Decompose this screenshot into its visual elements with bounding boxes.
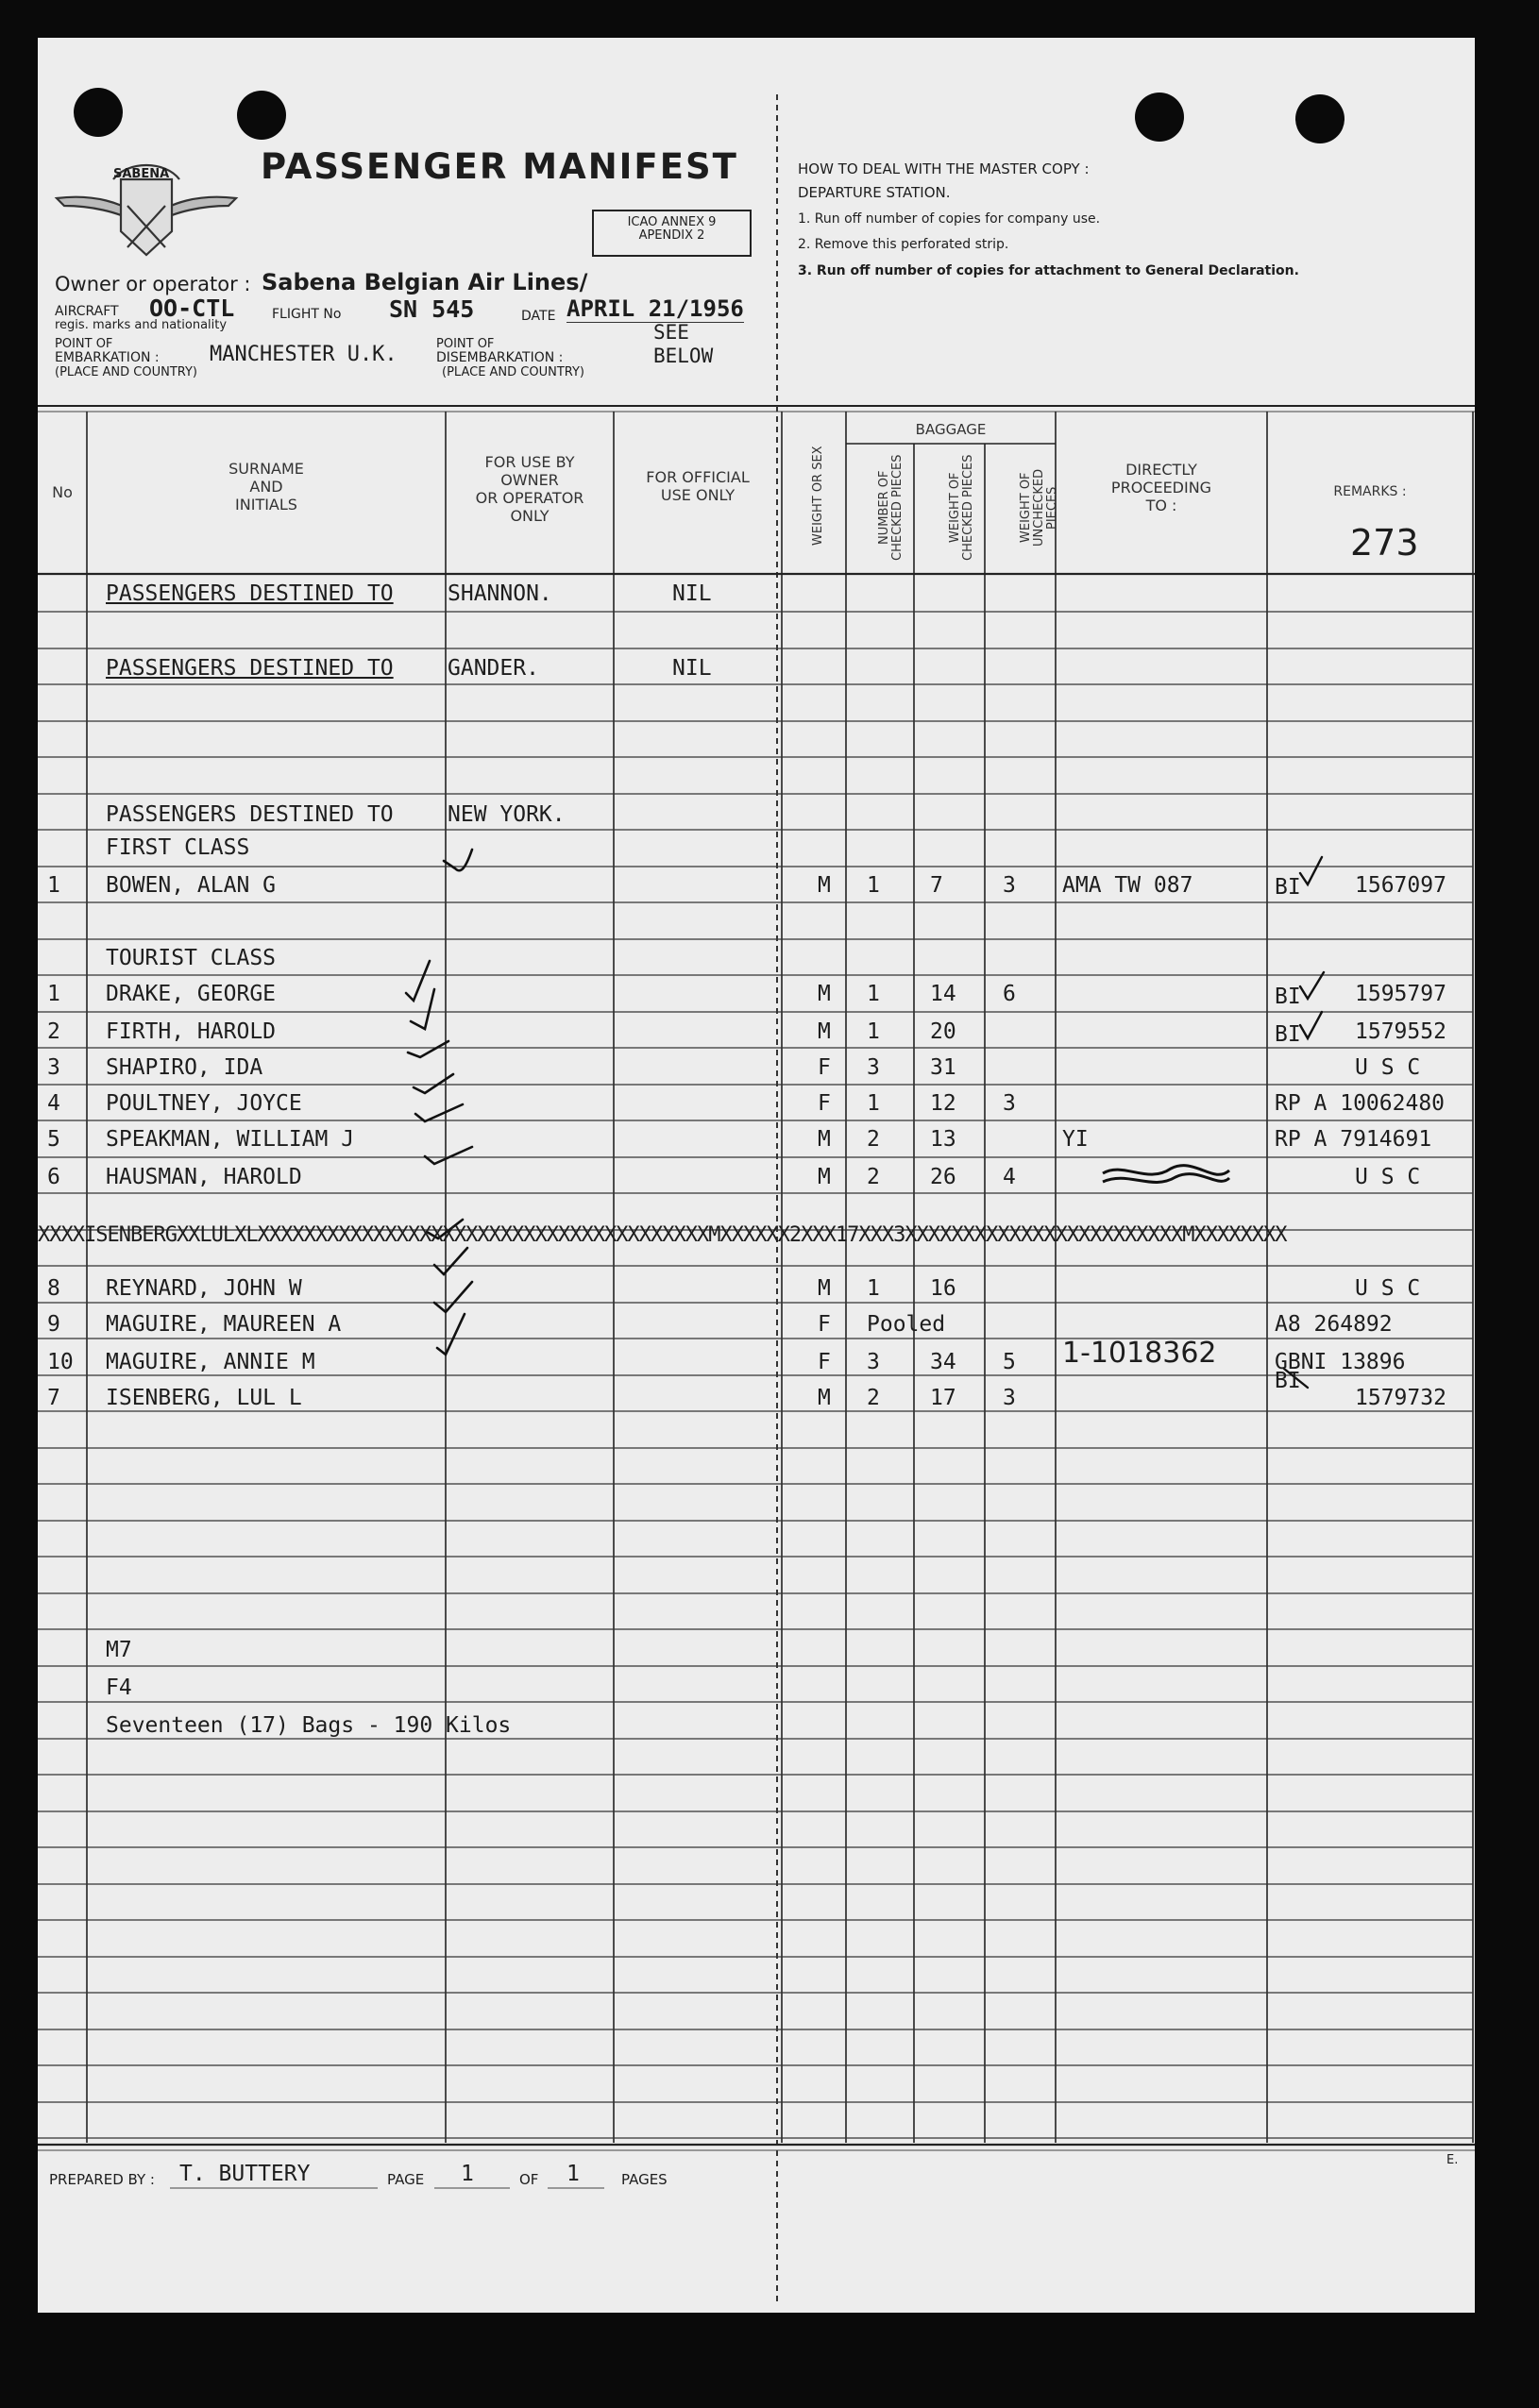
pax-sex: M bbox=[818, 1386, 831, 1410]
section-shannon-official: NIL bbox=[672, 581, 712, 606]
col-weight-sex: WEIGHT OR SEX bbox=[811, 446, 825, 546]
pax-num-checked: 1 bbox=[867, 1091, 880, 1116]
pax-sex: M bbox=[818, 873, 831, 898]
pax-wt-unchecked: 6 bbox=[1003, 982, 1016, 1006]
embark-value: MANCHESTER U.K. bbox=[210, 343, 397, 366]
summary-line-3: Seventeen (17) Bags - 190 Kilos bbox=[106, 1713, 512, 1738]
pax-name: REYNARD, JOHN W bbox=[106, 1276, 302, 1301]
pages-label: PAGES bbox=[621, 2171, 668, 2188]
pax-sex: F bbox=[818, 1350, 831, 1374]
pax-name: BOWEN, ALAN G bbox=[106, 873, 277, 898]
remark-prefix-isenberg: BI bbox=[1275, 1369, 1301, 1393]
pax-wt-unchecked: 5 bbox=[1003, 1350, 1016, 1374]
pax-num-checked: 2 bbox=[867, 1386, 880, 1410]
of-value: 1 bbox=[567, 2162, 580, 2186]
col-surname-2: AND bbox=[249, 478, 283, 496]
owner-value: Sabena Belgian Air Lines/ bbox=[262, 269, 588, 295]
pax-num-checked: 2 bbox=[867, 1165, 880, 1189]
col-owner-4: ONLY bbox=[510, 507, 550, 525]
section-shannon-place: SHANNON. bbox=[448, 581, 552, 606]
prepared-value: T. BUTTERY bbox=[179, 2162, 311, 2186]
prepared-label: PREPARED BY : bbox=[49, 2171, 155, 2188]
pax-proceeding: 1-1018362 bbox=[1062, 1337, 1217, 1370]
col-proceeding bbox=[1056, 461, 1267, 514]
page-value: 1 bbox=[461, 2162, 474, 2186]
pax-no: 1 bbox=[47, 982, 60, 1006]
col-owner bbox=[446, 453, 614, 525]
pax-sex: F bbox=[818, 1091, 831, 1116]
instructions-step-3: 3. Run off number of copies for attachment to General Declaration. bbox=[798, 263, 1299, 278]
pax-name: ISENBERG, LUL L bbox=[106, 1386, 302, 1410]
pax-no: 6 bbox=[47, 1165, 60, 1189]
form-title: PASSENGER MANIFEST bbox=[261, 146, 738, 187]
pax-remarks: U S C bbox=[1355, 1055, 1421, 1080]
remarks-number: 273 bbox=[1350, 522, 1419, 564]
embark-label-2: EMBARKATION : bbox=[55, 350, 160, 365]
remark-check-marks bbox=[1284, 857, 1324, 1388]
pax-remarks: RP A 10062480 bbox=[1275, 1091, 1446, 1116]
col-surname-3: INITIALS bbox=[235, 496, 297, 514]
col-no: No bbox=[52, 483, 73, 501]
pax-sex: M bbox=[818, 1165, 831, 1189]
regis-label: regis. marks and nationality bbox=[55, 318, 228, 332]
col-num-checked: NUMBER OF CHECKED PIECES bbox=[877, 454, 905, 562]
pax-no: 3 bbox=[47, 1055, 60, 1080]
pax-name: MAGUIRE, MAUREEN A bbox=[106, 1312, 342, 1337]
col-owner-3: OR OPERATOR bbox=[475, 489, 584, 507]
pax-no: 7 bbox=[47, 1386, 60, 1410]
pax-remarks: U S C bbox=[1355, 1165, 1421, 1189]
disembark-label-1: POINT OF bbox=[436, 337, 495, 351]
pax-wt-checked: 14 bbox=[930, 982, 956, 1006]
logo-text: SABENA bbox=[113, 167, 170, 181]
aircraft-label: AIRCRAFT bbox=[55, 304, 119, 319]
section-gander-place: GANDER. bbox=[448, 656, 539, 681]
pax-sex: M bbox=[818, 1276, 831, 1301]
flight-value: SN 545 bbox=[389, 295, 475, 323]
remark-prefix-bowen: BI bbox=[1275, 875, 1301, 900]
section-newyork-label: PASSENGERS DESTINED TO bbox=[106, 802, 394, 827]
pax-wt-checked: 20 bbox=[930, 1019, 956, 1044]
pax-remarks: 1579552 bbox=[1355, 1019, 1446, 1044]
tourist-class-label: TOURIST CLASS bbox=[106, 946, 277, 970]
pax-num-checked: 2 bbox=[867, 1127, 880, 1152]
instructions-station: DEPARTURE STATION. bbox=[798, 184, 951, 201]
icao-line2: APENDIX 2 bbox=[638, 228, 705, 243]
pax-no: 2 bbox=[47, 1019, 60, 1044]
embark-sub: (PLACE AND COUNTRY) bbox=[55, 365, 198, 379]
pax-num-checked: 1 bbox=[867, 1276, 880, 1301]
col-remarks: REMARKS : bbox=[1333, 484, 1407, 499]
pax-num-checked: 3 bbox=[867, 1350, 880, 1374]
col-wt-checked: WEIGHT OF CHECKED PIECES bbox=[948, 454, 975, 562]
summary-line-2: F4 bbox=[106, 1675, 132, 1700]
summary-line-1: M7 bbox=[106, 1638, 132, 1662]
instructions-step-2: 2. Remove this perforated strip. bbox=[798, 237, 1009, 252]
of-label: OF bbox=[519, 2171, 539, 2188]
pax-name: HAUSMAN, HAROLD bbox=[106, 1165, 302, 1189]
pax-num-checked: 1 bbox=[867, 1019, 880, 1044]
pax-wt-unchecked: 3 bbox=[1003, 873, 1016, 898]
pax-sex: F bbox=[818, 1312, 831, 1337]
corner-mark: E. bbox=[1446, 2153, 1459, 2167]
pax-wt-checked: 26 bbox=[930, 1165, 956, 1189]
pax-remarks: 1579732 bbox=[1355, 1386, 1446, 1410]
date-label: DATE bbox=[521, 309, 556, 324]
col-official-2: USE ONLY bbox=[660, 486, 736, 504]
pax-no: 8 bbox=[47, 1276, 60, 1301]
section-newyork-place: NEW YORK. bbox=[448, 802, 566, 827]
pax-num-checked: 1 bbox=[867, 873, 880, 898]
pax-proceeding: AMA TW 087 bbox=[1062, 873, 1193, 898]
pax-name: DRAKE, GEORGE bbox=[106, 982, 277, 1006]
pax-name: MAGUIRE, ANNIE M bbox=[106, 1350, 315, 1374]
col-wt-unchecked: WEIGHT OF UNCHECKED PIECES bbox=[1019, 468, 1059, 547]
pax-remarks: GBNI 13896 bbox=[1275, 1350, 1406, 1374]
pax-wt-checked: 7 bbox=[930, 873, 943, 898]
col-baggage: BAGGAGE bbox=[915, 421, 987, 438]
pax-no: 10 bbox=[47, 1350, 74, 1374]
pax-remarks: 1595797 bbox=[1355, 982, 1446, 1006]
col-proceeding-2: PROCEEDING bbox=[1110, 479, 1212, 497]
pax-sex: M bbox=[818, 982, 831, 1006]
pax-no: 9 bbox=[47, 1312, 60, 1337]
pax-sex: M bbox=[818, 1127, 831, 1152]
pax-sex: M bbox=[818, 1019, 831, 1044]
pax-no: 5 bbox=[47, 1127, 60, 1152]
pax-remarks: A8 264892 bbox=[1275, 1312, 1393, 1337]
instructions-heading: HOW TO DEAL WITH THE MASTER COPY : bbox=[798, 160, 1090, 177]
flight-label: FLIGHT No bbox=[272, 307, 342, 322]
pax-wt-checked: 34 bbox=[930, 1350, 956, 1374]
first-class-label: FIRST CLASS bbox=[106, 835, 250, 860]
pax-wt-checked: 17 bbox=[930, 1386, 956, 1410]
disembark-sub: (PLACE AND COUNTRY) bbox=[442, 365, 585, 379]
section-gander-label: PASSENGERS DESTINED TO bbox=[106, 656, 394, 681]
col-surname-1: SURNAME bbox=[228, 460, 304, 478]
pax-no: 4 bbox=[47, 1091, 60, 1116]
pax-wt-unchecked: 3 bbox=[1003, 1091, 1016, 1116]
remark-prefix-drake: BI bbox=[1275, 985, 1301, 1009]
col-proceeding-3: TO : bbox=[1145, 497, 1177, 514]
disembark-label-2: DISEMBARKATION : bbox=[436, 350, 564, 365]
pax-name: SHAPIRO, IDA bbox=[106, 1055, 263, 1080]
section-shannon-label: PASSENGERS DESTINED TO bbox=[106, 581, 394, 606]
pax-num-checked: 3 bbox=[867, 1055, 880, 1080]
page-label: PAGE bbox=[387, 2171, 425, 2188]
scribble-mark bbox=[1103, 1166, 1229, 1183]
pax-name: SPEAKMAN, WILLIAM J bbox=[106, 1127, 355, 1152]
handwritten-check-marks bbox=[406, 850, 472, 1355]
col-owner-1: FOR USE BY bbox=[484, 453, 575, 471]
section-gander-official: NIL bbox=[672, 656, 712, 681]
pax-proceeding: YI bbox=[1062, 1127, 1089, 1152]
col-proceeding-1: DIRECTLY bbox=[1125, 461, 1197, 479]
pax-no: 1 bbox=[47, 873, 60, 898]
pax-name: FIRTH, HAROLD bbox=[106, 1019, 277, 1044]
pax-remarks: 1567097 bbox=[1355, 873, 1446, 898]
instructions-step-1: 1. Run off number of copies for company use. bbox=[798, 211, 1101, 227]
manifest-sheet bbox=[38, 38, 1475, 2313]
icao-box bbox=[592, 210, 752, 257]
icao-line1: ICAO ANNEX 9 bbox=[627, 215, 717, 229]
col-surname bbox=[87, 460, 446, 514]
pax-wt-checked: 13 bbox=[930, 1127, 956, 1152]
pax-name: POULTNEY, JOYCE bbox=[106, 1091, 302, 1116]
disembark-value-2: BELOW bbox=[653, 345, 714, 367]
col-official bbox=[614, 468, 782, 504]
pax-wt-checked: 12 bbox=[930, 1091, 956, 1116]
aircraft-value: OO-CTL bbox=[149, 295, 235, 322]
pax-num-checked: Pooled bbox=[867, 1312, 946, 1337]
struck-row: XXXXISENBERGXXLULXLXXXXXXXXXXXXXXXXXXXXXXXXXXXXXXXXXXXXXXXMXXXXXX2XXX17XXX3XXXXXXXXXXXXXXXXXXXXXXXXMXXXXXXXX bbox=[38, 1223, 1287, 1247]
pax-wt-checked: 16 bbox=[930, 1276, 956, 1301]
owner-label: Owner or operator : bbox=[55, 273, 251, 295]
col-owner-2: OWNER bbox=[500, 471, 559, 489]
pax-num-checked: 1 bbox=[867, 982, 880, 1006]
remark-prefix-firth: BI bbox=[1275, 1022, 1301, 1047]
pax-wt-unchecked: 4 bbox=[1003, 1165, 1016, 1189]
disembark-value-1: SEE bbox=[653, 321, 689, 344]
pax-remarks: U S C bbox=[1355, 1276, 1421, 1301]
pax-wt-checked: 31 bbox=[930, 1055, 956, 1080]
date-value: APRIL 21/1956 bbox=[567, 295, 744, 322]
col-official-1: FOR OFFICIAL bbox=[646, 468, 750, 486]
pax-remarks: RP A 7914691 bbox=[1275, 1127, 1432, 1152]
pax-wt-unchecked: 3 bbox=[1003, 1386, 1016, 1410]
pax-sex: F bbox=[818, 1055, 831, 1080]
embark-label-1: POINT OF bbox=[55, 337, 113, 351]
